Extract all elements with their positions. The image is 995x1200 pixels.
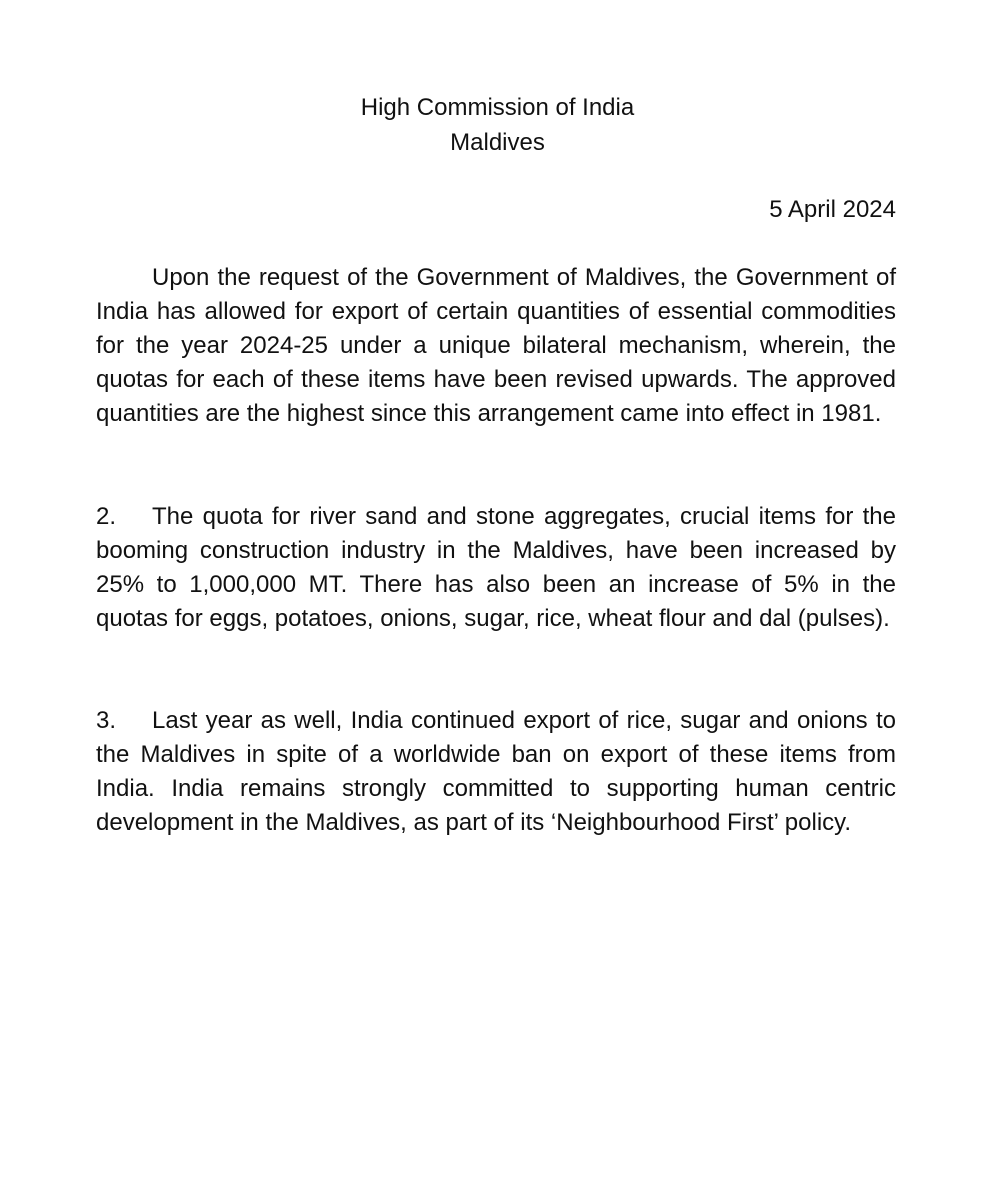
letterhead-location: Maldives bbox=[450, 129, 545, 156]
paragraph-3 bbox=[96, 704, 896, 840]
paragraph-2-number: 2. bbox=[96, 503, 117, 530]
paragraph-2 bbox=[96, 500, 896, 636]
paragraph-1 bbox=[96, 261, 896, 431]
letterhead bbox=[0, 90, 995, 160]
paragraph-3-number: 3. bbox=[96, 707, 117, 734]
paragraph-2-text: The quota for river sand and stone aggregates, crucial items for the booming construction industry in the Maldives, have been increased by 25% to 1,000,000 MT. There has also been an increase of 5% in the quotas for eggs, potatoes, onions, sugar, rice, wheat flour and dal (pulses). bbox=[96, 503, 896, 632]
letterhead-organization: High Commission of India bbox=[360, 94, 635, 121]
document-date: 5 April 2024 bbox=[769, 196, 896, 223]
paragraph-3-text: Last year as well, India continued export of rice, sugar and onions to the Maldives in spite of a worldwide ban on export of these items from India. India remains strongly committed to supporting human centric development in the Maldives, as part of its ‘Neighbourhood First’ policy. bbox=[96, 707, 896, 836]
paragraph-1-text: Upon the request of the Government of Maldives, the Government of India has allowed for export of certain quantities of essential commodities for the year 2024-25 under a unique bilateral mechanism, wherein, the quotas for each of these items have been revised upwards. The approved quantities are the highest since this arrangement came into effect in 1981. bbox=[96, 264, 896, 427]
